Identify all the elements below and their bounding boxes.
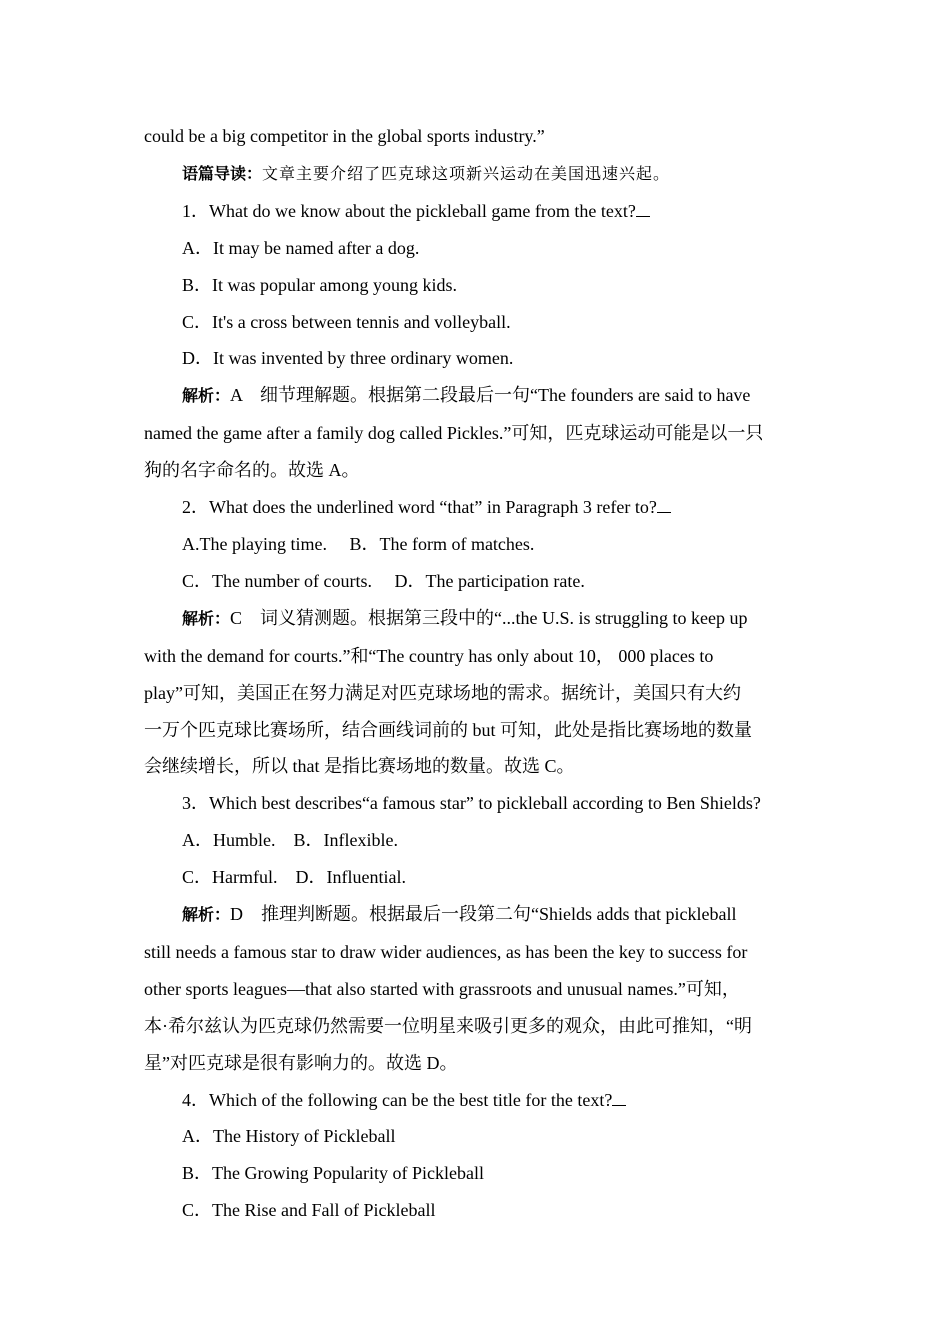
q2-analysis-text-3: play”可知，美国正在努力满足对匹克球场地的需求。据统计，美国只有大约 [144, 682, 741, 703]
question-4 [144, 1082, 806, 1119]
question-2-text: 2．What does the underlined word “that” in Paragraph 3 refer to? [182, 497, 657, 518]
q1-analysis-line [144, 377, 806, 415]
q2-analysis-text-2: with the demand for courts.”和“The country has only about 10， 000 places to [144, 645, 714, 666]
q4-option-c: C．The Rise and Fall of Pickleball [182, 1200, 436, 1221]
q3-analysis-text-1: D 推理判断题。根据最后一段第二句“Shields adds that pickleball [230, 904, 737, 925]
q2-analysis-text-5: 会继续增长，所以 that 是指比赛场地的数量。故选 C。 [144, 756, 575, 777]
guide-text: 文章主要介绍了匹克球这项新兴运动在美国迅速兴起。 [262, 163, 671, 183]
q2-options-row-2: C．The number of courts. D．The participation rate. [182, 570, 585, 591]
q3-analysis-text-5: 星”对匹克球是很有影响力的。故选 D。 [144, 1052, 458, 1073]
q2-analysis-text-4: 一万个匹克球比赛场所，结合画线词前的 but 可知，此处是指比赛场地的数量 [144, 719, 752, 740]
document-body [144, 118, 806, 1229]
q3-analysis-text-4: 本·希尔兹认为匹克球仍然需要一位明星来吸引更多的观众，由此可推知，“明 [144, 1015, 752, 1036]
question-1 [144, 193, 806, 230]
question-2 [144, 489, 806, 526]
analysis-label: 解析： [182, 608, 231, 628]
q3-options-row-2: C．Harmful. D．Influential. [182, 867, 406, 888]
q2-analysis-text-1: C 词义猜测题。根据第三段中的“...the U.S. is struggling to keep up [230, 607, 748, 628]
analysis-label: 解析： [182, 386, 231, 406]
answer-blank [612, 1091, 626, 1106]
q2-options-row-1: A.The playing time. B．The form of matches. [182, 533, 535, 554]
question-4-text: 4．Which of the following can be the best title for the text? [182, 1089, 613, 1110]
continued-quote-line: could be a big competitor in the global sports industry.” [144, 126, 545, 146]
q3-options-row-1: A．Humble. B．Inflexible. [182, 830, 398, 851]
analysis-label: 解析： [182, 905, 231, 925]
q2-analysis-line [144, 600, 806, 638]
q1-option-a: A．It may be named after a dog. [182, 237, 420, 258]
q1-analysis-text-3: 狗的名字命名的。故选 A。 [144, 460, 360, 481]
q3-analysis-line [144, 896, 806, 934]
q1-option-d: D．It was invented by three ordinary women. [182, 348, 514, 369]
q1-option-c: C．It's a cross between tennis and volleyball. [182, 311, 511, 332]
reading-guide [144, 155, 806, 193]
q3-analysis-text-2: still needs a famous star to draw wider audiences, as has been the key to success for [144, 941, 748, 962]
q3-analysis-text-3: other sports leagues—that also started with grassroots and unusual names.”可知， [144, 978, 740, 999]
q4-option-a: A．The History of Pickleball [182, 1126, 396, 1147]
q1-analysis-text-2: named the game after a family dog called Pickles.”可知，匹克球运动可能是以一只 [144, 423, 764, 444]
answer-blank [657, 498, 671, 513]
question-3: 3．Which best describes“a famous star” to pickleball according to Ben Shields? [182, 793, 761, 814]
q1-analysis-text-1: A 细节理解题。根据第二段最后一句“The founders are said to have [230, 385, 751, 406]
answer-blank [636, 202, 650, 217]
guide-label: 语篇导读： [182, 163, 263, 183]
q1-option-b: B．It was popular among young kids. [182, 274, 457, 295]
q4-option-b: B．The Growing Popularity of Pickleball [182, 1163, 484, 1184]
question-1-text: 1．What do we know about the pickleball game from the text? [182, 200, 636, 221]
